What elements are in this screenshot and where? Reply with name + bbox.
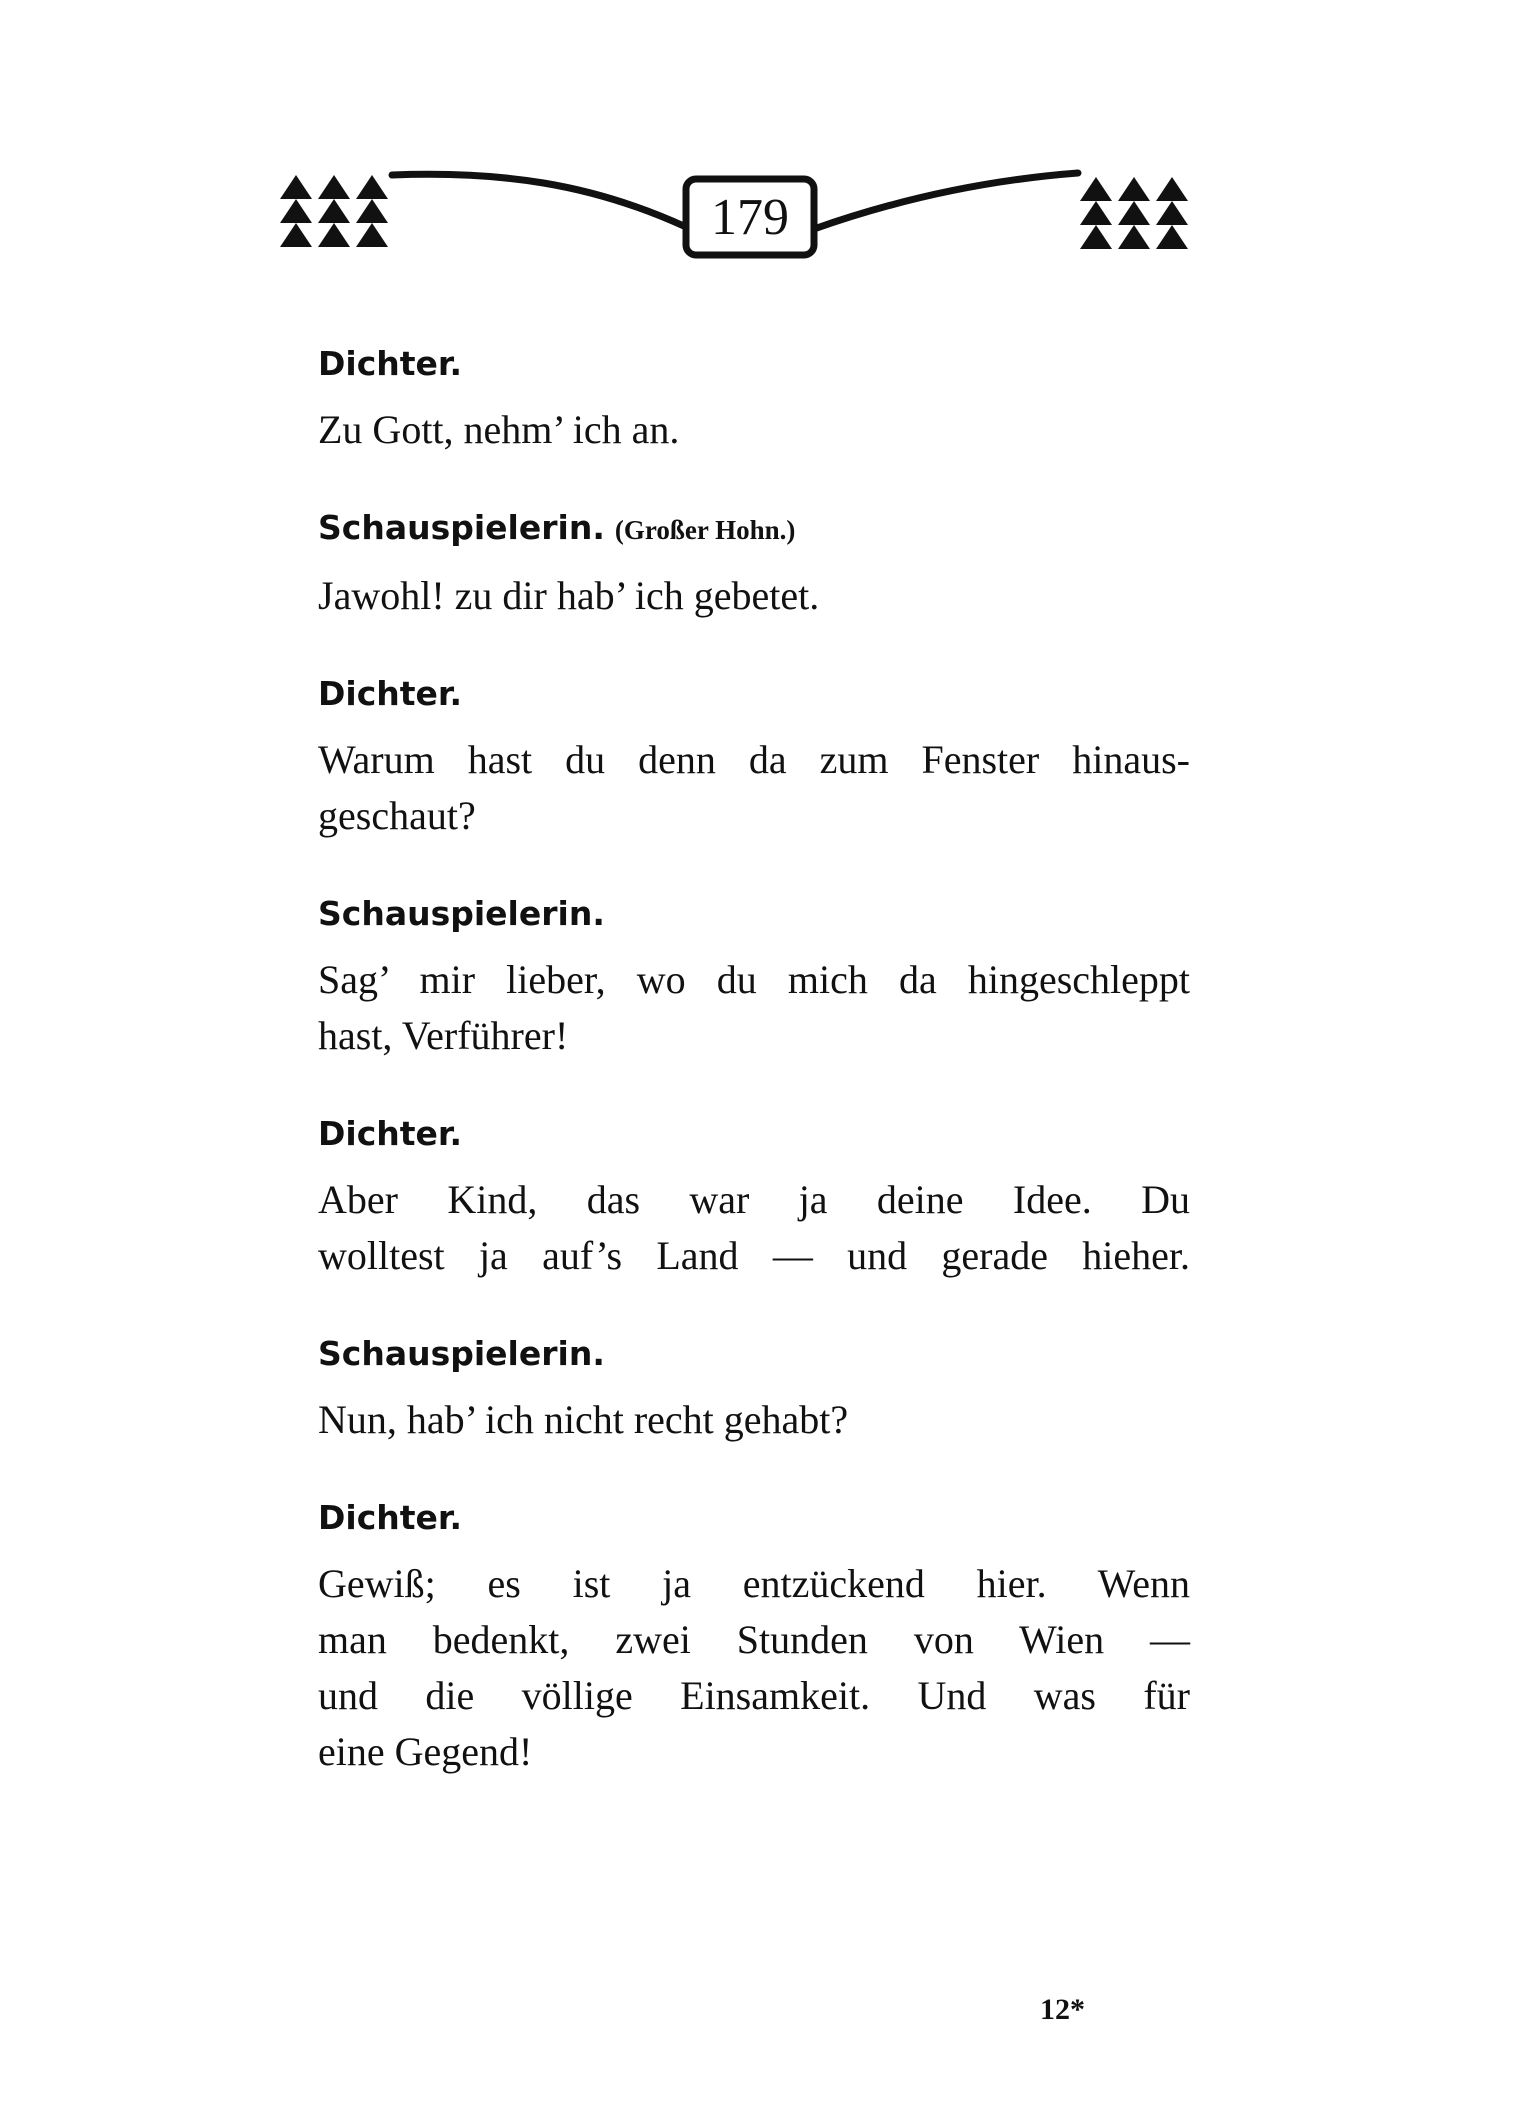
dialogue-line: hast, Verführer! — [318, 1013, 569, 1058]
speaker-name: Dichter. — [318, 674, 463, 713]
dialogue-line: Jawohl! zu dir hab’ ich gebetet. — [318, 573, 820, 618]
dialogue-line: man bedenkt, zwei Stunden von Wien — — [318, 1617, 1190, 1662]
signature-mark: 12* — [1040, 1993, 1085, 2026]
dialogue-line: Aber Kind, das war ja deine Idee. Du — [318, 1177, 1190, 1222]
right-spade-cluster-icon — [1080, 177, 1188, 249]
speaker-name: Dichter. — [318, 1114, 463, 1153]
left-spade-cluster-icon — [280, 175, 388, 247]
speaker-name: Dichter. — [318, 1498, 463, 1537]
speaker-name: Dichter. — [318, 344, 463, 383]
dialogue-line: geschaut? — [318, 793, 476, 838]
speaker-name: Schauspielerin. (Großer Hohn.) — [318, 508, 796, 547]
dialogue-line: Nun, hab’ ich nicht recht gehabt? — [318, 1397, 849, 1442]
dialogue-line: eine Gegend! — [318, 1729, 533, 1774]
dialogue-block — [318, 1330, 1190, 1448]
stage-direction: (Großer Hohn.) — [614, 515, 796, 545]
dialogue-content — [318, 340, 1190, 1826]
dialogue-block — [318, 1110, 1190, 1284]
speaker-name: Schauspielerin. — [318, 1334, 605, 1373]
page-header-ornament — [270, 165, 1230, 275]
dialogue-block — [318, 340, 1190, 458]
speaker-name: Schauspielerin. — [318, 894, 605, 933]
dialogue-line: und die völlige Einsamkeit. Und was für — [318, 1673, 1190, 1718]
page-number: 179 — [711, 189, 789, 246]
dialogue-block — [318, 1494, 1190, 1780]
dialogue-line: wolltest ja auf’s Land — und gerade hieher. — [318, 1233, 1190, 1278]
dialogue-block — [318, 504, 1190, 624]
dialogue-line: Warum hast du denn da zum Fenster hinaus- — [318, 737, 1190, 782]
dialogue-line: Zu Gott, nehm’ ich an. — [318, 407, 680, 452]
dialogue-line: Gewiß; es ist ja entzückend hier. Wenn — [318, 1561, 1190, 1606]
dialogue-block — [318, 670, 1190, 844]
dialogue-block — [318, 890, 1190, 1064]
dialogue-line: Sag’ mir lieber, wo du mich da hingeschleppt — [318, 957, 1190, 1002]
